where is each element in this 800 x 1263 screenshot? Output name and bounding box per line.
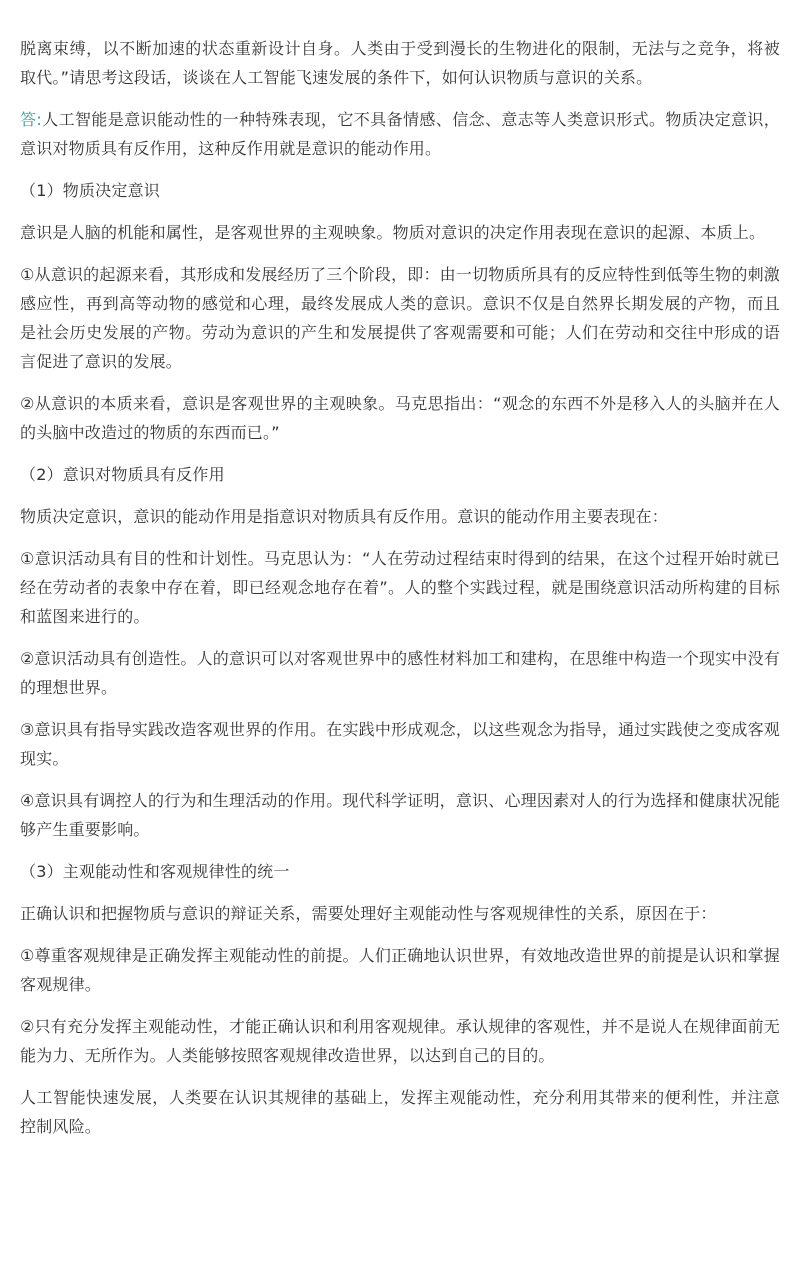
section-1-paragraph-2: ①从意识的起源来看，其形成和发展经历了三个阶段，即：由一切物质所具有的反应特性到低等生物的刺激感应性，再到高等动物的感觉和心理，最终发展成人类的意识。意识不仅是自然界长期发展的产物，而且是社会历史发展的产物。劳动为意识的产生和发展提供了客观需要和可能；人们在劳动和交往中形成的语言促进了意识的发展。 — [20, 265, 780, 371]
section-heading-2: （2）意识对物质具有反作用 — [20, 465, 225, 484]
section-1-paragraph-1: 意识是人脑的机能和属性，是客观世界的主观映象。物质对意识的决定作用表现在意识的起源、本质上。 — [20, 223, 766, 242]
section-2-paragraph-5: ④意识具有调控人的行为和生理活动的作用。现代科学证明，意识、心理因素对人的行为选择和健康状况能够产生重要影响。 — [20, 791, 780, 839]
section-heading-1: （1）物质决定意识 — [20, 181, 160, 200]
section-3-paragraph-1: 正确认识和把握物质与意识的辩证关系，需要处理好主观能动性与客观规律性的关系，原因在于： — [20, 904, 717, 923]
section-2-paragraph-3: ②意识活动具有创造性。人的意识可以对客观世界中的感性材料加工和建构，在思维中构造一个现实中没有的理想世界。 — [20, 649, 780, 697]
section-1-paragraph-3: ②从意识的本质来看，意识是客观世界的主观映象。马克思指出：“观念的东西不外是移入人的头脑并在人的头脑中改造过的物质的东西而已。” — [20, 394, 780, 442]
conclusion-paragraph: 人工智能快速发展，人类要在认识其规律的基础上，发挥主观能动性，充分利用其带来的便利性，并注意控制风险。 — [20, 1088, 780, 1136]
section-2-paragraph-4: ③意识具有指导实践改造客观世界的作用。在实践中形成观念，以这些观念为指导，通过实践使之变成客观现实。 — [20, 720, 780, 768]
section-2-paragraph-2: ①意识活动具有目的性和计划性。马克思认为：“人在劳动过程结束时得到的结果，在这个过程开始时就已经在劳动者的表象中存在着，即已经观念地存在着”。人的整个实践过程，就是围绕意识活动所构建的目标和蓝图来进行的。 — [20, 549, 780, 626]
answer-label: 答: — [20, 110, 42, 129]
intro-paragraph: 脱离束缚，以不断加速的状态重新设计自身。人类由于受到漫长的生物进化的限制，无法与之竞争，将被取代。”请思考这段话，谈谈在人工智能飞速发展的条件下，如何认识物质与意识的关系。 — [20, 39, 780, 87]
answer-text: 人工智能是意识能动性的一种特殊表现，它不具备情感、信念、意志等人类意识形式。物质决定意识，意识对物质具有反作用，这种反作用就是意识的能动作用。 — [20, 110, 780, 158]
section-3-paragraph-3: ②只有充分发挥主观能动性，才能正确认识和利用客观规律。承认规律的客观性，并不是说人在规律面前无能为力、无所作为。人类能够按照客观规律改造世界，以达到自己的目的。 — [20, 1017, 780, 1065]
answer-paragraph — [20, 105, 780, 163]
section-2-paragraph-1: 物质决定意识，意识的能动作用是指意识对物质具有反作用。意识的能动作用主要表现在： — [20, 507, 669, 526]
section-heading-3: （3）主观能动性和客观规律性的统一 — [20, 862, 290, 881]
section-3-paragraph-2: ①尊重客观规律是正确发挥主观能动性的前提。人们正确地认识世界，有效地改造世界的前提是认识和掌握客观规律。 — [20, 946, 780, 994]
